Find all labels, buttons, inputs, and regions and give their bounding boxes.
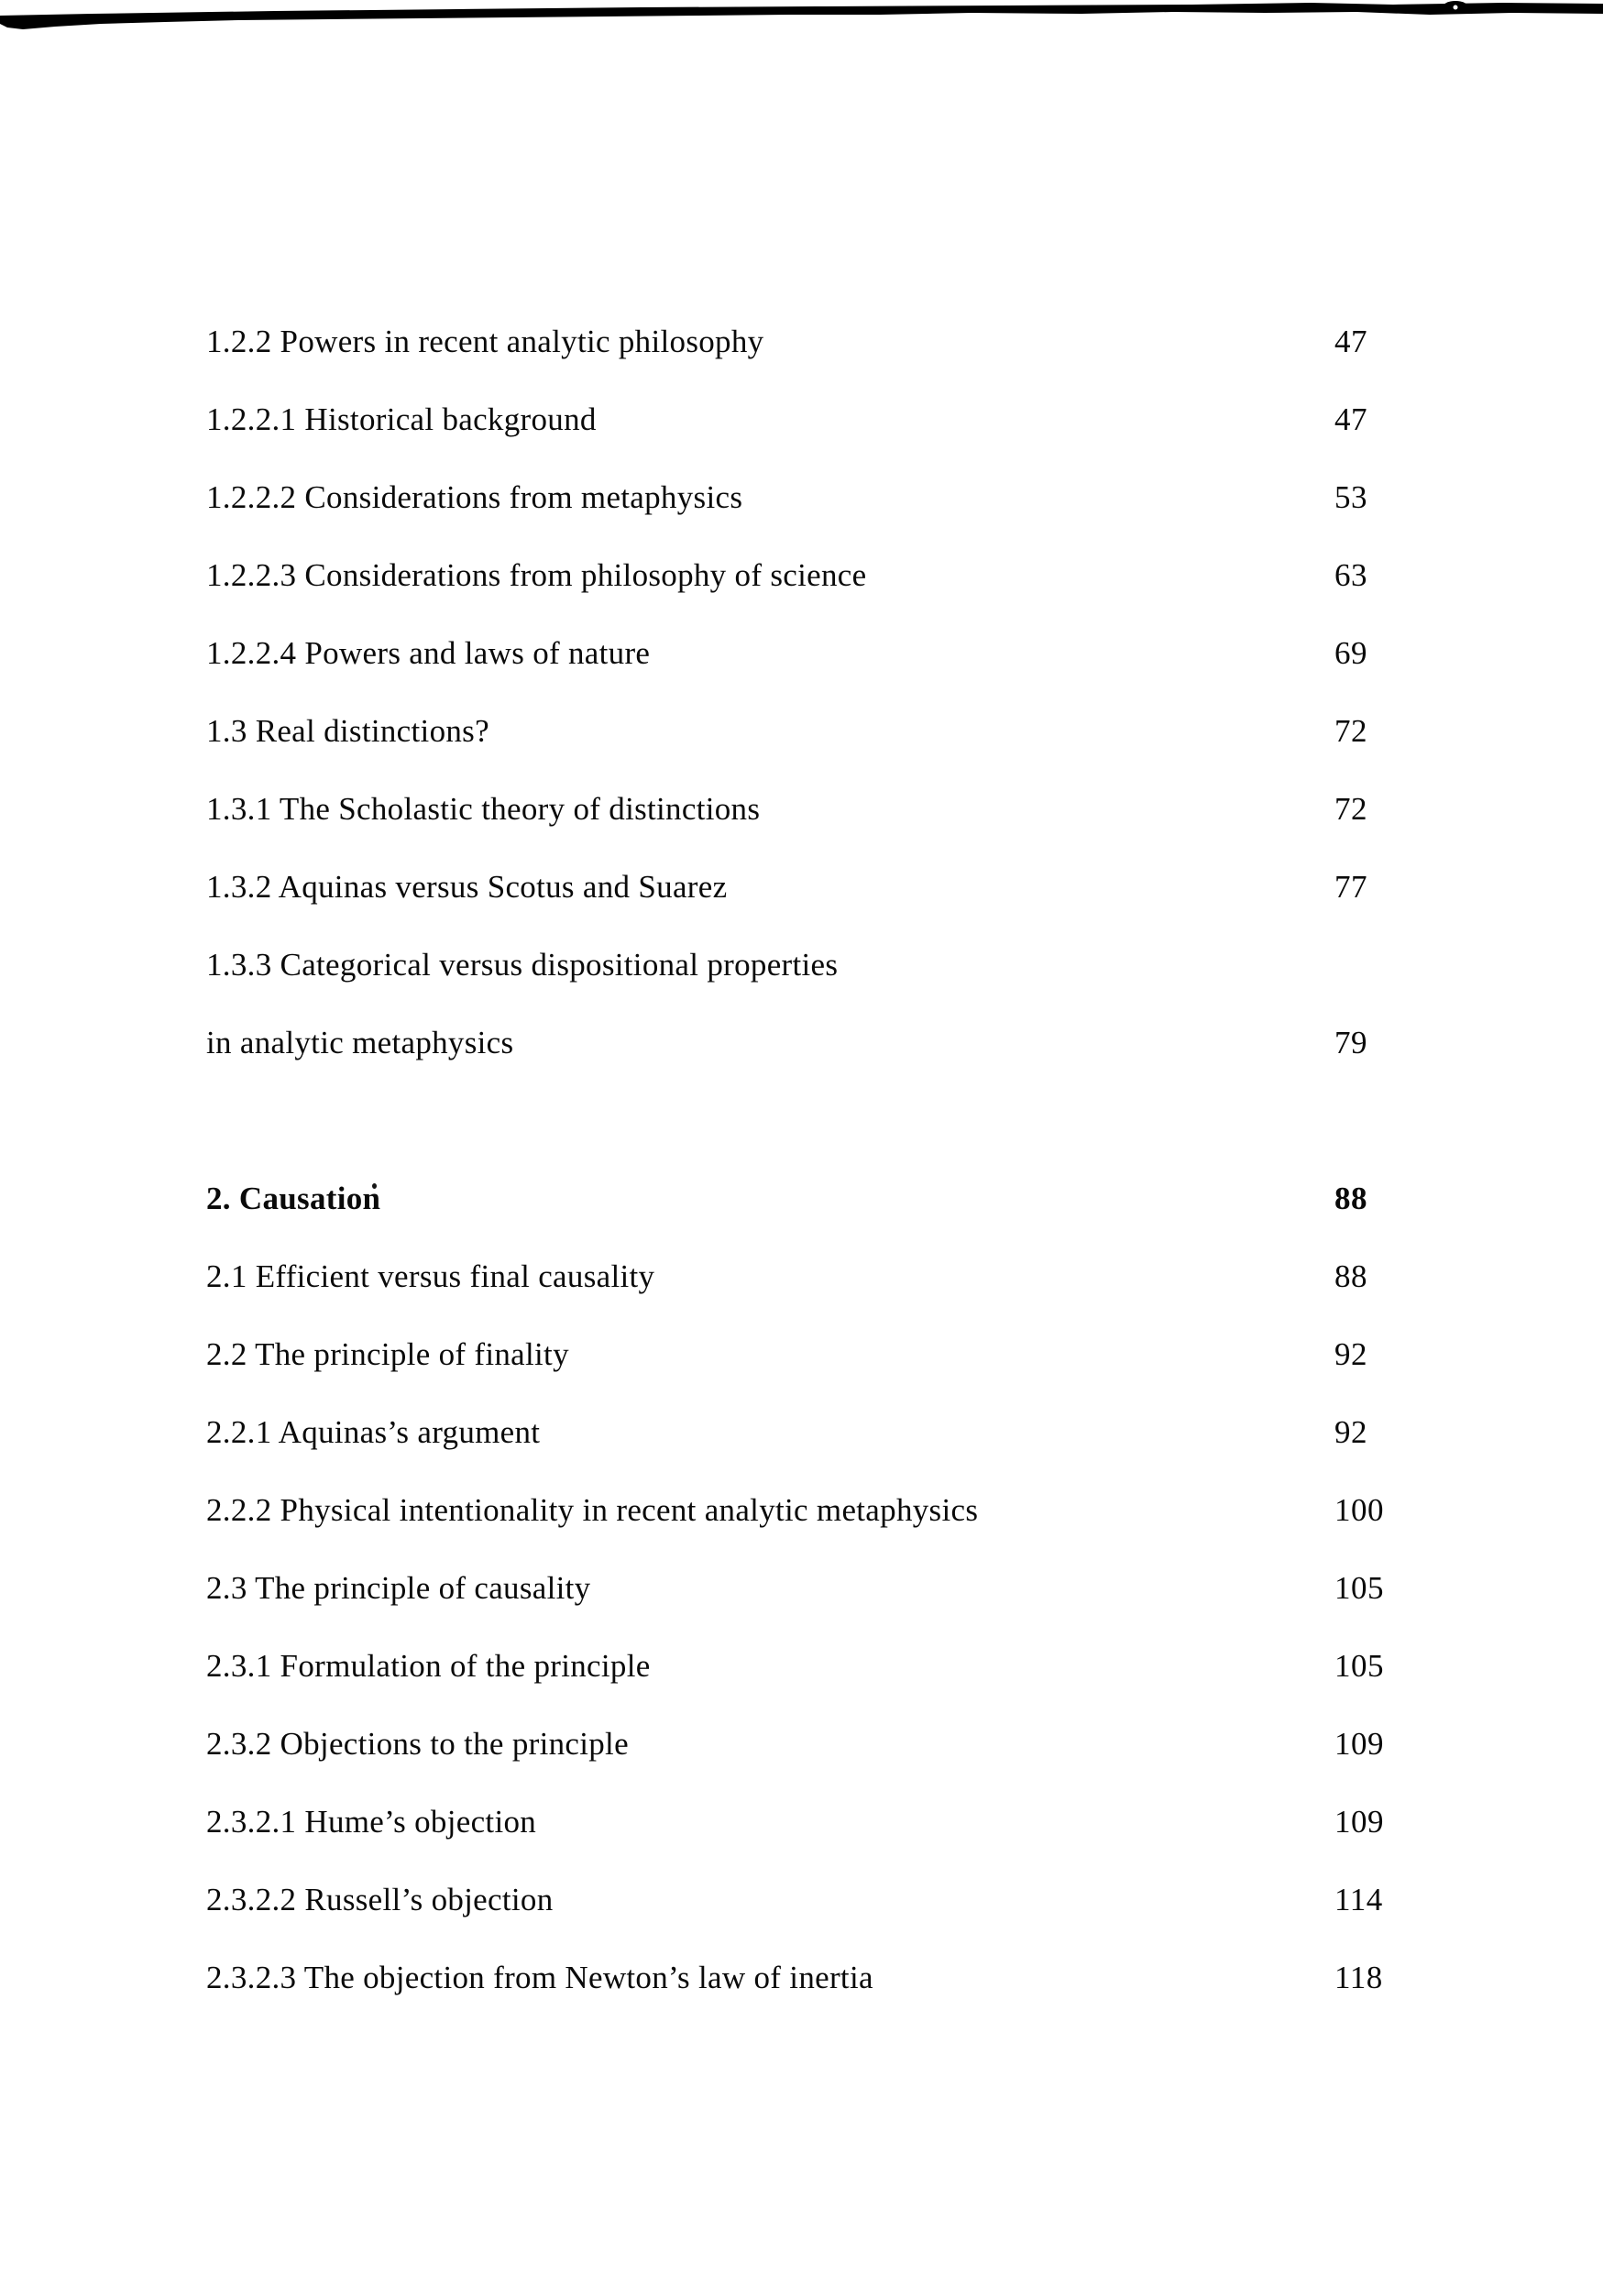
toc-page-number: 47 [1334, 401, 1367, 437]
toc-page-number: 92 [1334, 1413, 1367, 1450]
toc-entry-label: 1.2.2.2 Considerations from metaphysics [206, 478, 743, 515]
toc-page-number: 72 [1334, 712, 1367, 749]
toc-row [0, 692, 1603, 770]
toc-entry-label: 1.2.2 Powers in recent analytic philosophy [206, 323, 764, 359]
toc-page-number: 47 [1334, 323, 1367, 359]
scan-blob-hole [1454, 5, 1458, 10]
toc-entry-label: 2.3 The principle of causality [206, 1569, 591, 1606]
toc-entry-label: 1.3.2 Aquinas versus Scotus and Suarez [206, 868, 728, 905]
toc-entry-label: 2.3.1 Formulation of the principle [206, 1647, 651, 1684]
toc-row [0, 1705, 1603, 1783]
toc-page-number: 63 [1334, 556, 1367, 593]
toc-page-number: 100 [1334, 1491, 1384, 1528]
toc-page-number: 105 [1334, 1569, 1384, 1606]
toc-page-number: 92 [1334, 1335, 1367, 1372]
toc-entry-label: 2.1 Efficient versus final causality [206, 1258, 655, 1294]
toc-page-number: 69 [1334, 634, 1367, 671]
toc-row [0, 848, 1603, 926]
toc-entry-label: 2. Causation [206, 1180, 381, 1216]
toc-entry-label: 2.3.2 Objections to the principle [206, 1725, 629, 1762]
toc-row [0, 458, 1603, 536]
toc-page-number: 109 [1334, 1725, 1384, 1762]
toc-page-number: 77 [1334, 868, 1367, 905]
toc-row [0, 1237, 1603, 1315]
toc-page-number: 88 [1334, 1258, 1367, 1294]
table-of-contents [0, 302, 1603, 2016]
toc-entry-label: 1.2.2.4 Powers and laws of nature [206, 634, 651, 671]
toc-entry-label: 1.2.2.3 Considerations from philosophy of science [206, 556, 867, 593]
toc-row [0, 614, 1603, 692]
toc-row [0, 1627, 1603, 1705]
toc-entry-label: 1.3 Real distinctions? [206, 712, 489, 749]
toc-row [0, 1393, 1603, 1471]
toc-page-number: 88 [1334, 1180, 1367, 1216]
toc-row [0, 302, 1603, 380]
toc-row [0, 770, 1603, 848]
toc-row [0, 380, 1603, 458]
toc-entry-label: in analytic metaphysics [206, 1024, 514, 1060]
toc-page-number: 72 [1334, 790, 1367, 827]
toc-row [0, 1861, 1603, 1939]
toc-row [0, 1783, 1603, 1861]
toc-entry-label: 2.2 The principle of finality [206, 1335, 569, 1372]
toc-entry-label: 1.2.2.1 Historical background [206, 401, 597, 437]
toc-page-number: 109 [1334, 1803, 1384, 1840]
scan-artifact-bar [0, 0, 1603, 55]
toc-row [0, 1939, 1603, 2016]
toc-entry-label: 2.2.2 Physical intentionality in recent analytic metaphysics [206, 1491, 979, 1528]
toc-entry-label: 1.3.3 Categorical versus dispositional properties [206, 946, 839, 983]
toc-row [0, 1315, 1603, 1393]
toc-page-number: 53 [1334, 478, 1367, 515]
toc-page-number: 114 [1334, 1881, 1383, 1917]
toc-row [0, 1471, 1603, 1549]
toc-page-number: 105 [1334, 1647, 1384, 1684]
toc-row [0, 1004, 1603, 1082]
toc-row [0, 1159, 1603, 1237]
toc-entry-label: 1.3.1 The Scholastic theory of distinctions [206, 790, 761, 827]
toc-row [0, 536, 1603, 614]
toc-page-number: 118 [1334, 1959, 1383, 1995]
toc-entry-label: 2.3.2.1 Hume’s objection [206, 1803, 537, 1840]
toc-page-number: 79 [1334, 1024, 1367, 1060]
toc-entry-label: 2.3.2.2 Russell’s objection [206, 1881, 554, 1917]
toc-entry-label: 2.2.1 Aquinas’s argument [206, 1413, 541, 1450]
toc-entry-label: 2.3.2.3 The objection from Newton’s law of inertia [206, 1959, 873, 1995]
toc-row [0, 926, 1603, 1004]
toc-row [0, 1549, 1603, 1627]
